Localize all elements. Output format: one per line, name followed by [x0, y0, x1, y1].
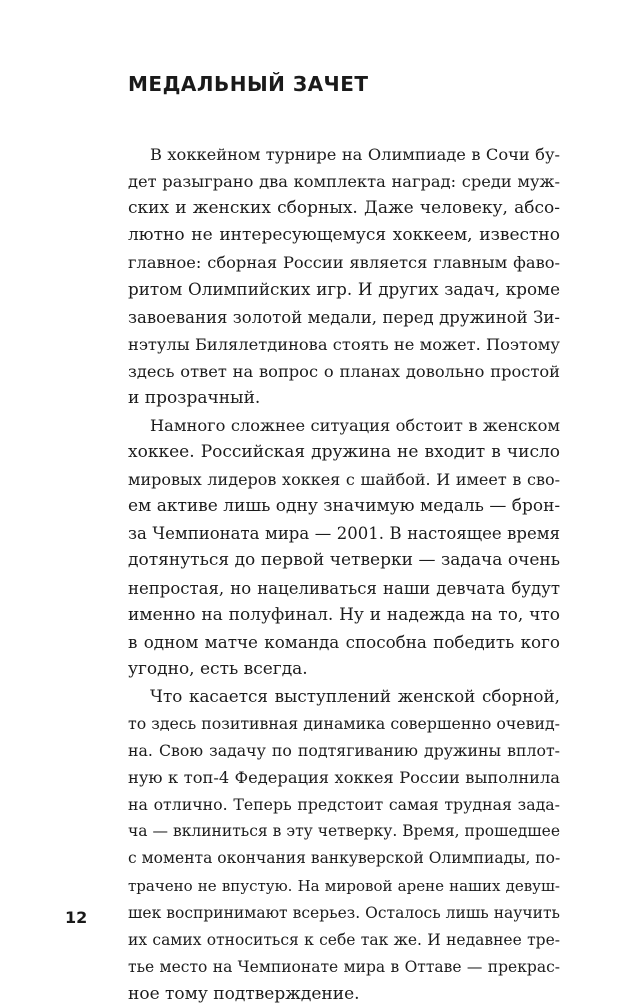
text-line: ритом Олимпийских игр. И других задач, кроме: [128, 279, 560, 300]
text-line: завоевания золотой медали, перед дружиной Зи-: [128, 307, 560, 327]
text-line: дет разыграно два комплекта наград: среди муж-: [128, 172, 560, 192]
text-line: Намного сложнее ситуация обстоит в женском: [150, 415, 560, 435]
text-line: ную к топ-4 Федерация хоккея России выполнила: [128, 768, 560, 788]
text-line: здесь ответ на вопрос о планах довольно простой: [128, 361, 560, 381]
text-line: ем активе лишь одну значимую медаль — брон-: [128, 496, 561, 517]
page-number: 12: [65, 908, 88, 927]
text-line: В хоккейном турнире на Олимпиаде в Сочи бу-: [150, 145, 560, 164]
text-line: на. Свою задачу по подтягиванию дружины вплот-: [128, 741, 560, 761]
paragraph-1: [128, 141, 560, 412]
text-line: с момента окончания ванкуверской Олимпиады, по-: [128, 849, 561, 868]
text-line: на отлично. Теперь предстоит самая трудная зада-: [128, 795, 560, 815]
body-text: [128, 141, 560, 1008]
section-heading: МЕДАЛЬНЫЙ ЗАЧЕТ: [128, 72, 369, 96]
paragraph-2: [128, 412, 560, 683]
text-line: Что касается выступлений женской сборной,: [150, 685, 560, 706]
text-line: ное тому подтверждение.: [128, 983, 360, 1004]
text-line: и прозрачный.: [128, 387, 261, 408]
text-line: нэтулы Билялетдинова стоять не может. Поэтому: [128, 334, 560, 354]
text-line: в одном матче команда способна победить кого: [128, 631, 560, 652]
text-line: шек воспринимают всерьез. Осталось лишь научить: [128, 903, 560, 922]
text-line: лютно не интересующемуся хоккеем, известно: [128, 225, 560, 246]
text-line: ских и женских сборных. Даже человеку, абсо-: [128, 198, 560, 219]
paragraph-3: [128, 683, 560, 1008]
text-line: ча — вклиниться в эту четверку. Время, прошедшее: [128, 822, 560, 841]
text-line: то здесь позитивная динамика совершенно очевид-: [128, 713, 560, 733]
text-line: хоккее. Российская дружина не входит в число: [128, 442, 560, 463]
text-line: угодно, есть всегда.: [128, 658, 308, 679]
text-line: тье место на Чемпионате мира в Оттаве — прекрас-: [128, 957, 560, 976]
text-line: их самих относиться к себе так же. И недавнее тре-: [128, 930, 560, 949]
text-line: дотянуться до первой четверки — задача очень: [128, 550, 560, 571]
text-line: трачено не впустую. На мировой арене наших девуш-: [128, 876, 560, 895]
text-line: именно на полуфинал. Ну и надежда на то, что: [128, 604, 560, 625]
text-line: мировых лидеров хоккея с шайбой. И имеет в сво-: [128, 470, 560, 490]
text-line: главное: сборная России является главным фаво-: [128, 253, 560, 273]
text-line: за Чемпионата мира — 2001. В настоящее время: [128, 524, 560, 544]
text-line: непростая, но нацеливаться наши девчата будут: [128, 578, 560, 598]
